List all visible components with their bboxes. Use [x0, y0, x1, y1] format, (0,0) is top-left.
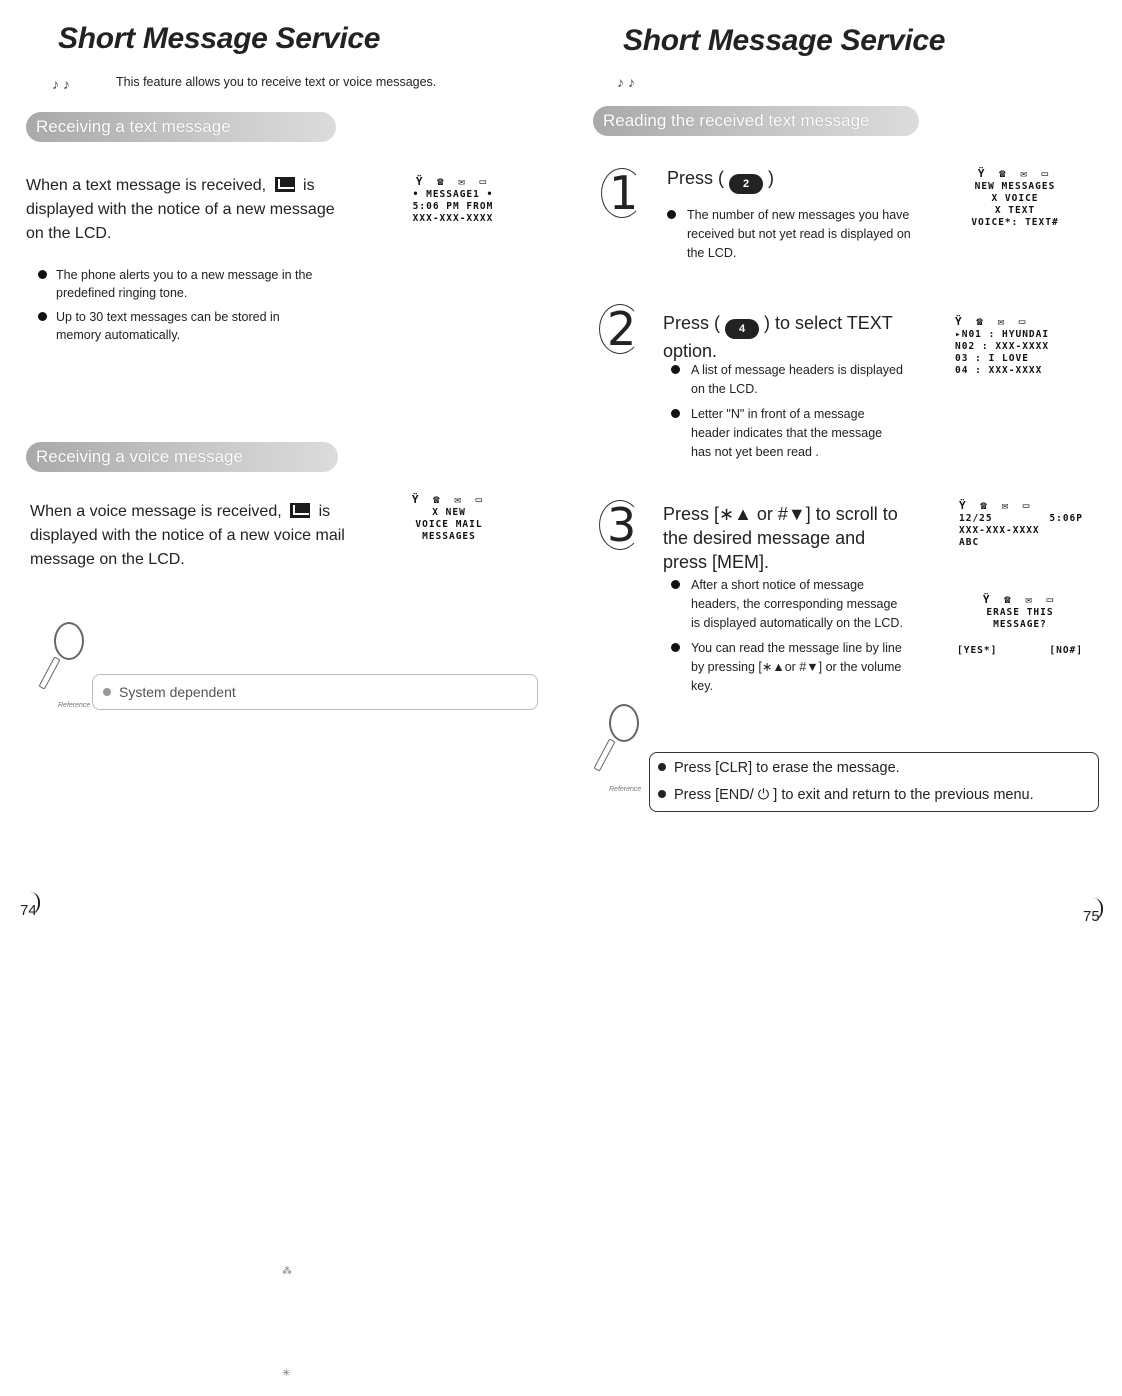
scan-speck: ✳ — [282, 1368, 291, 1379]
lcd-line: MESSAGE? — [993, 619, 1047, 630]
lcd-display-message — [959, 500, 1083, 549]
lcd-softkeys — [957, 645, 1083, 657]
key-2-icon: 2 — [729, 174, 763, 194]
text-message-description — [26, 174, 356, 246]
bullet-dot-icon — [658, 790, 666, 798]
bullet-dot-icon — [658, 763, 666, 771]
music-note-icon: ♪ ♪ — [617, 74, 635, 90]
lcd-display-erase — [957, 594, 1083, 657]
text-message-bullets — [36, 266, 326, 350]
step-text: Press ( — [663, 313, 721, 333]
lcd-line: XXX-XXX-XXXX — [412, 213, 494, 224]
status-icons: Ÿ ☎ ✉ ▭ — [959, 499, 1034, 512]
step-heading: Press [∗▲ or #▼] to scroll to the desired message and press [MEM]. — [663, 504, 898, 572]
bullet-item: You can read the message line by line by pressing [∗▲or #▼] or the volume key. — [665, 639, 905, 696]
lcd-line: VOICE*: TEXT# — [971, 217, 1059, 228]
body-part-a: When a voice message is received, — [30, 503, 282, 520]
reference-box — [92, 674, 538, 710]
reference-note — [595, 704, 1101, 816]
envelope-icon — [275, 177, 295, 192]
lcd-line: ERASE THIS — [986, 607, 1054, 618]
lcd-line: 04 : XXX-XXXX — [955, 365, 1043, 376]
lcd-line: 5:06 PM FROM — [412, 201, 494, 212]
body-part-a: When a text message is received, — [26, 177, 267, 194]
softkey-no: [NO#] — [1049, 645, 1083, 656]
magnifier-handle — [38, 656, 60, 689]
magnifier-icon — [54, 622, 84, 660]
step-bullets — [661, 206, 911, 269]
status-icons: Ÿ ☎ ✉ ▭ — [411, 493, 487, 506]
lcd-date: 12/25 — [959, 513, 993, 524]
lcd-line: N02 : XXX-XXXX — [955, 341, 1050, 352]
status-icons: Ÿ ☎ ✉ ▭ — [977, 167, 1053, 180]
page-title: Short Message Service — [58, 22, 381, 55]
status-icons: Ÿ ☎ ✉ ▭ — [982, 593, 1058, 606]
lcd-line: X TEXT — [994, 205, 1036, 216]
bullet-dot-icon — [103, 688, 111, 696]
body-part-b: is displayed with the notice of a new message on the LCD. — [26, 177, 335, 242]
reference-line — [658, 787, 1034, 803]
magnifier-handle — [593, 738, 615, 771]
bullet-item: The phone alerts you to a new message in the predefined ringing tone. — [36, 266, 326, 302]
bullet-item: Up to 30 text messages can be stored in memory automatically. — [36, 308, 326, 344]
lcd-line: XXX-XXX-XXXX — [959, 525, 1040, 536]
section-header-text-message: Receiving a text message — [26, 112, 336, 142]
bullet-item: The number of new messages you have received but not yet read is displayed on the LCD. — [661, 206, 911, 263]
step-number: 2 — [607, 302, 637, 356]
step-number: 1 — [609, 166, 639, 220]
page-number: 75 — [1083, 908, 1100, 925]
reference-line — [658, 760, 900, 776]
reference-text: Press [CLR] to erase the message. — [674, 760, 900, 776]
step-number: 3 — [607, 498, 637, 552]
lcd-line: ▸N01 : HYUNDAI — [955, 329, 1050, 340]
section-header-voice-message: Receiving a voice message — [26, 442, 338, 472]
lcd-line: X VOICE — [991, 193, 1039, 204]
lcd-line: NEW MESSAGES — [974, 181, 1056, 192]
step-text: ) — [768, 168, 775, 188]
right-page — [561, 0, 1122, 1396]
lcd-line: MESSAGES — [422, 531, 476, 542]
scan-speck: ⁂ — [282, 1266, 292, 1277]
lcd-line: 03 : I LOVE — [955, 353, 1029, 364]
lcd-display-text-message — [388, 176, 518, 225]
step-text: ) to select TEXT option. — [663, 313, 893, 361]
voice-message-description — [30, 500, 360, 572]
bullet-item: After a short notice of message headers, the corresponding message is displayed automatically on the LCD. — [665, 576, 905, 633]
intro-text: This feature allows you to receive text or voice messages. — [116, 75, 437, 89]
page-number: 74 — [20, 902, 37, 919]
bullet-item: A list of message headers is displayed on the LCD. — [665, 361, 905, 399]
step-heading — [667, 166, 917, 194]
reference-tag: Reference — [58, 702, 91, 709]
body-part-b: is displayed with the notice of a new voice mail message on the LCD. — [30, 503, 345, 568]
key-4-icon: 4 — [725, 319, 759, 339]
step-bullets — [665, 361, 905, 468]
lcd-time: 5:06P — [1049, 513, 1083, 524]
music-note-icon: ♪ ♪ — [52, 76, 70, 92]
lcd-display-message-list — [955, 316, 1087, 377]
reference-line — [103, 684, 236, 700]
lcd-row — [959, 513, 1083, 525]
page-title: Short Message Service — [623, 24, 946, 57]
step-text: Press ( — [667, 168, 725, 188]
bullet-item: Letter "N" in front of a message header indicates that the message has not yet been read . — [665, 405, 905, 462]
reference-note — [38, 622, 538, 714]
magnifier-icon — [609, 704, 639, 742]
lcd-line: VOICE MAIL — [415, 519, 483, 530]
lcd-line: • MESSAGE1 • — [412, 189, 494, 200]
status-icons: Ÿ ☎ ✉ ▭ — [415, 175, 491, 188]
reference-text: System dependent — [119, 684, 236, 700]
reference-text: Press [END/ ⏻ ] to exit and return to the previous menu. — [674, 787, 1034, 803]
lcd-display-voice-message — [384, 494, 514, 543]
reference-box — [649, 752, 1099, 812]
lcd-display-new-messages — [949, 168, 1081, 229]
lcd-line: ABC — [959, 537, 980, 548]
step-heading — [663, 311, 903, 363]
section-header-reading: Reading the received text message — [593, 106, 919, 136]
status-icons: Ÿ ☎ ✉ ▭ — [955, 315, 1030, 328]
lcd-line: X NEW — [432, 507, 466, 518]
step-bullets — [665, 576, 905, 702]
envelope-icon — [290, 503, 310, 518]
reference-tag: Reference — [609, 786, 642, 793]
softkey-yes: [YES*] — [957, 645, 998, 656]
